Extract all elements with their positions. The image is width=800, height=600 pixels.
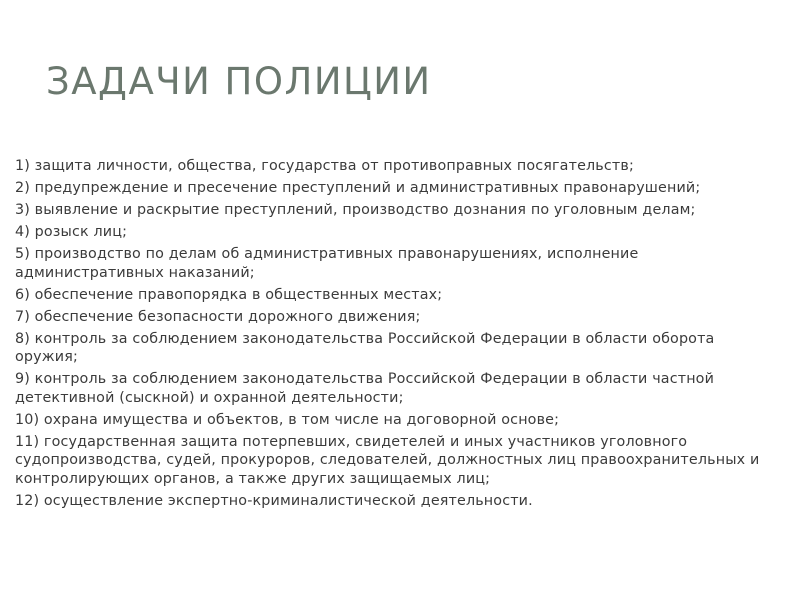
task-item: 7) обеспечение безопасности дорожного движения;: [15, 308, 421, 325]
task-item: 10) охрана имущества и объектов, в том числе на договорной основе;: [15, 411, 560, 428]
task-item: 1) защита личности, общества, государства от противоправных посягательств;: [15, 158, 634, 174]
slide-title: ЗАДАЧИ ПОЛИЦИИ: [46, 60, 432, 103]
task-list: [15, 157, 780, 514]
task-item: 5) производство по делам об административных правонарушениях, исполнение административных наказаний;: [15, 246, 639, 281]
task-item: 12) осуществление экспертно-криминалистической деятельности.: [15, 492, 533, 509]
task-item: 3) выявление и раскрытие преступлений, производство дознания по уголовным делам;: [15, 202, 696, 218]
task-item: 6) обеспечение правопорядка в общественных местах;: [15, 286, 443, 303]
task-item: 9) контроль за соблюдением законодательства Российской Федерации в области частной детективной (сыскной) и охранной деятельности;: [15, 371, 715, 406]
task-item: 4) розыск лиц;: [15, 224, 128, 240]
task-item: 2) предупреждение и пресечение преступлений и административных правонарушений;: [15, 180, 701, 196]
task-item: 8) контроль за соблюдением законодательства Российской Федерации в области оборота оружия;: [15, 330, 715, 365]
task-item: 11) государственная защита потерпевших, свидетелей и иных участников уголовного судопроизводства, судей, прокуроров, следователей, должностных лиц правоохранительных и контролирующих органов, а также других защищаемых лиц;: [15, 433, 760, 487]
